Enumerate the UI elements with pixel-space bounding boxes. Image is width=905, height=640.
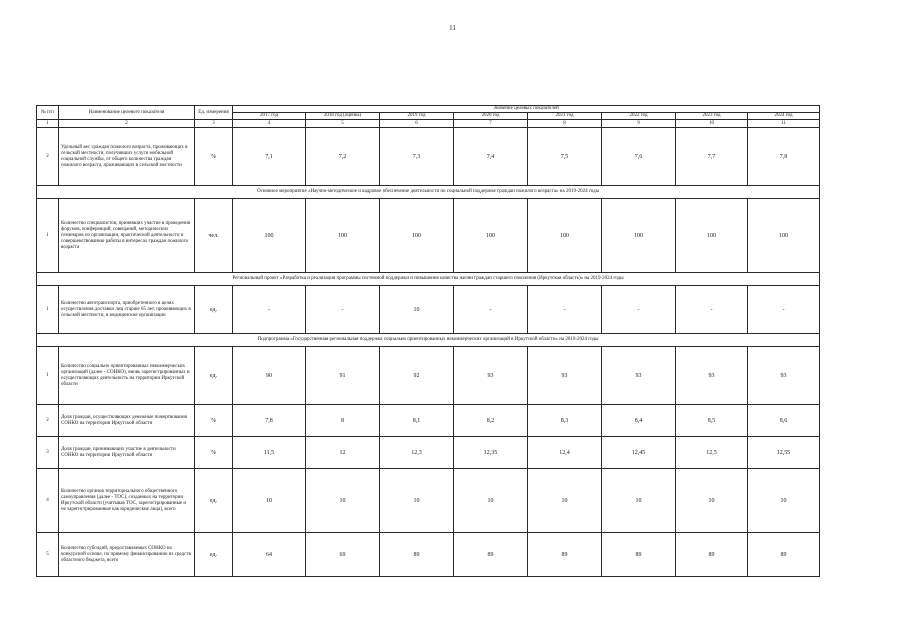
value-cell: 8,6 [748,405,820,437]
value-cell: - [748,286,820,334]
value-cell: 7,8 [748,128,820,186]
column-number: 3 [195,120,233,128]
row-number: 3 [37,437,59,469]
unit-cell: ед. [195,286,233,334]
value-cell: 89 [528,533,602,577]
column-number: 1 [37,120,59,128]
value-cell: 64 [233,533,306,577]
table-row [37,469,820,533]
section-title: Основное мероприятие «Научно-методическое и кадровое обеспечение деятельности по социальной поддержке граждан пожилого возраста» на 2019-2024 годы [37,186,820,199]
value-cell: 92 [380,347,454,405]
value-cell: - [676,286,748,334]
value-cell: 100 [748,199,820,273]
value-cell: 7,5 [528,128,602,186]
header-values-group: Значение целевых показателей [233,106,820,113]
value-cell: 7,4 [454,128,528,186]
column-number: 4 [233,120,306,128]
table-row [37,347,820,405]
header-indicator: Наименование целевого показателя [59,106,195,120]
header-year: 2017 год [233,113,306,120]
page-number: 11 [449,24,456,32]
value-cell: 100 [602,199,676,273]
column-number: 5 [306,120,380,128]
indicator-name: Доля граждан, осуществляющих денежные пожертвования СОНКО на территории Иркутской области [59,405,195,437]
value-cell: 12,55 [748,437,820,469]
value-cell: 93 [454,347,528,405]
value-cell: 89 [380,533,454,577]
indicator-name: Количество специалистов, принявших участие в проведении форумов, конференций, совещаний, методических семинаров по организации, практической деятельности и совершенствованию работы в интересах граждан пожилого возраста [59,199,195,273]
column-number: 8 [528,120,602,128]
header-year: 2023 год [676,113,748,120]
section-heading-row [37,334,820,347]
value-cell: 10 [380,286,454,334]
value-cell: - [454,286,528,334]
row-number: 1 [37,199,59,273]
column-number: 9 [602,120,676,128]
target-indicators-table [36,105,820,577]
value-cell: 100 [676,199,748,273]
row-number: 4 [37,469,59,533]
value-cell: 10 [676,469,748,533]
value-cell: 12 [306,437,380,469]
value-cell: 10 [602,469,676,533]
value-cell: 93 [602,347,676,405]
value-cell: 8,2 [454,405,528,437]
value-cell: 12,4 [528,437,602,469]
column-number: 2 [59,120,195,128]
value-cell: 8,1 [380,405,454,437]
table-row [37,437,820,469]
value-cell: 10 [454,469,528,533]
section-title: Региональный проект «Разработка и реализация программы системной поддержки и повышения качества жизни граждан старшего поколения (Иркутская область)» на 2019-2024 годы [37,273,820,286]
value-cell: 8,4 [602,405,676,437]
value-cell: 7,2 [306,128,380,186]
value-cell: 7,8 [233,405,306,437]
value-cell: 8,5 [676,405,748,437]
value-cell: 90 [233,347,306,405]
value-cell: 7,1 [233,128,306,186]
value-cell: - [528,286,602,334]
unit-cell: % [195,437,233,469]
row-number: 2 [37,128,59,186]
value-cell: - [602,286,676,334]
unit-cell: ед. [195,347,233,405]
indicator-name: Количество органов территориального общественного самоуправления (далее - ТОС), созданных на территории Иркутской области (учитывая ТОС, зарегистрированные и не зарегистрированные как юридические лица), всего [59,469,195,533]
indicator-name: Количество субсидий, предоставляемых СОНКО на конкурсной основе, по прямому финансированию из средств областного бюджета, всего [59,533,195,577]
table-row [37,533,820,577]
value-cell: 69 [306,533,380,577]
row-number: 1 [37,286,59,334]
indicator-name: Удельный вес граждан пожилого возраста, проживающих в сельской местности, получивших услуги мобильной социальной службы, от общего количества граждан пожилого возраста, проживающих в сельской местности [59,128,195,186]
section-title: Подпрограмма «Государственная региональная поддержка социально ориентированных некоммерческих организаций в Иркутской области» на 2019-2024 годы [37,334,820,347]
value-cell: - [233,286,306,334]
value-cell: - [306,286,380,334]
value-cell: 10 [233,469,306,533]
value-cell: 100 [528,199,602,273]
header-year: 2020 год [454,113,528,120]
header-year: 2024 год [748,113,820,120]
value-cell: 93 [528,347,602,405]
value-cell: 10 [380,469,454,533]
value-cell: 12,3 [380,437,454,469]
column-number: 6 [380,120,454,128]
section-heading-row [37,186,820,199]
table-row [37,405,820,437]
value-cell: 91 [306,347,380,405]
value-cell: 10 [306,469,380,533]
value-cell: 93 [748,347,820,405]
value-cell: 89 [454,533,528,577]
unit-cell: чел. [195,199,233,273]
column-number: 7 [454,120,528,128]
value-cell: 12,35 [454,437,528,469]
column-number: 10 [676,120,748,128]
value-cell: 10 [528,469,602,533]
header-year: 2018 год (оценка) [306,113,380,120]
value-cell: 10 [748,469,820,533]
value-cell: 8,3 [528,405,602,437]
row-number: 5 [37,533,59,577]
value-cell: 7,6 [602,128,676,186]
value-cell: 7,7 [676,128,748,186]
header-year: 2022 год [602,113,676,120]
header-no: № п/п [37,106,59,120]
row-number: 1 [37,347,59,405]
column-number: 11 [748,120,820,128]
header-year: 2019 год [380,113,454,120]
value-cell: 93 [676,347,748,405]
value-cell: 89 [676,533,748,577]
indicator-name: Количество социально ориентированных некоммерческих организаций (далее - СОНКО), вновь зарегистрированных и осуществляющих деятельность на территории Иркутской области [59,347,195,405]
value-cell: 8 [306,405,380,437]
value-cell: 7,3 [380,128,454,186]
table-row [37,128,820,186]
value-cell: 12,45 [602,437,676,469]
value-cell: 100 [306,199,380,273]
value-cell: 12,5 [676,437,748,469]
value-cell: 11,5 [233,437,306,469]
row-number: 2 [37,405,59,437]
unit-cell: % [195,128,233,186]
value-cell: 100 [380,199,454,273]
value-cell: 89 [748,533,820,577]
table-row [37,286,820,334]
value-cell: 100 [233,199,306,273]
unit-cell: ед. [195,469,233,533]
section-heading-row [37,273,820,286]
value-cell: 100 [454,199,528,273]
header-unit: Ед. измерения [195,106,233,120]
indicator-name: Количество автотранспорта, приобретенного в целях осуществления доставки лиц старше 65 лет, проживающих в сельской местности, в медицинские организации [59,286,195,334]
value-cell: 89 [602,533,676,577]
table-row [37,199,820,273]
header-year: 2021 год [528,113,602,120]
unit-cell: ед. [195,533,233,577]
table-header-row [37,106,820,113]
unit-cell: % [195,405,233,437]
indicator-name: Доля граждан, принимающих участие в деятельности СОНКО на территории Иркутской области [59,437,195,469]
table-column-number-row [37,120,820,128]
